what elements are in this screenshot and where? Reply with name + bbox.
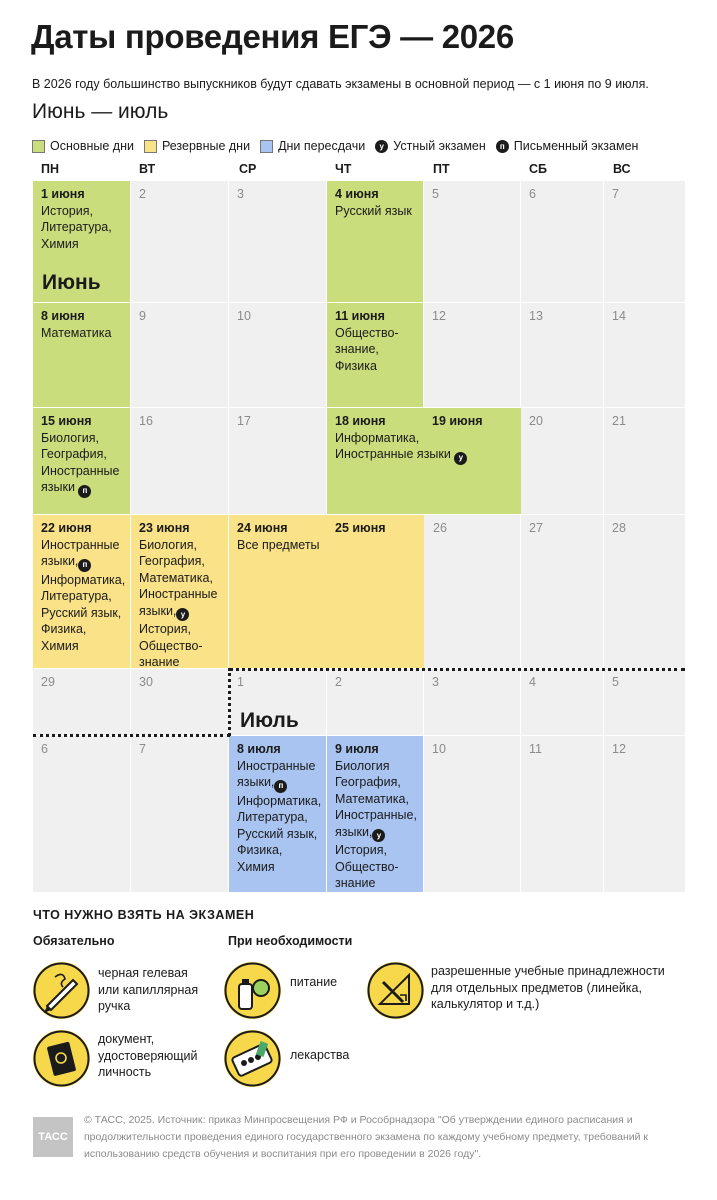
- day-number: 7: [612, 187, 619, 201]
- written-icon: п: [78, 485, 91, 498]
- subjects-text: Информатика, Литература, Русский язык, Физика, Химия: [41, 572, 126, 653]
- day-number: 10: [237, 309, 251, 323]
- legend-retake: [260, 139, 365, 153]
- month-boundary: [229, 668, 685, 671]
- subjects-text: Иностранные: [237, 758, 316, 773]
- day-number: 28: [612, 521, 626, 535]
- retake-swatch: [260, 140, 273, 153]
- day-jul-10: [424, 736, 520, 892]
- day-number: 3: [237, 187, 244, 201]
- page-title: Даты проведения ЕГЭ — 2026: [31, 18, 514, 55]
- day-number: 7: [139, 742, 146, 756]
- day-jun-30: [131, 669, 228, 735]
- day-jun-15: [33, 408, 130, 514]
- day-number: 12: [612, 742, 626, 756]
- day-jul-6: [33, 736, 130, 892]
- subjects-text: языки,: [139, 603, 177, 618]
- day-jun-16: [131, 408, 228, 514]
- written-icon: п: [274, 780, 287, 793]
- ruler-icon: [367, 962, 424, 1019]
- food-text: питание: [290, 975, 338, 989]
- exam-date: 23 июня: [139, 521, 190, 535]
- exam-date: 1 июня: [41, 187, 85, 201]
- legend-reserve-label: Резервные дни: [161, 139, 251, 153]
- day-number: 29: [41, 675, 55, 689]
- day-jun-7: [604, 181, 685, 302]
- subjects-text: Информатика, Иностранные языки: [335, 430, 451, 461]
- day-number: 5: [432, 187, 439, 201]
- passport-icon: [33, 1030, 90, 1087]
- subjects-line: [335, 824, 415, 843]
- subjects-line: [41, 553, 122, 572]
- day-number: 20: [529, 414, 543, 428]
- oral-icon: у: [454, 452, 467, 465]
- subjects-text: языки,: [237, 775, 275, 789]
- day-jun-17: [229, 408, 326, 514]
- day-jun-2: [131, 181, 228, 302]
- day-number: 21: [612, 414, 626, 428]
- exam-date: 9 июля: [335, 742, 379, 756]
- day-jun-29: [33, 669, 130, 735]
- weekday-tue: ВТ: [139, 162, 156, 176]
- exam-date: 19 июня: [432, 414, 483, 428]
- day-number: 2: [139, 187, 146, 201]
- main-swatch: [32, 140, 45, 153]
- day-jun-10: [229, 303, 326, 407]
- medicine-text: лекарства: [290, 1048, 350, 1062]
- weekday-wed: СР: [239, 162, 257, 176]
- day-jun-3: [229, 181, 326, 302]
- written-icon: п: [496, 140, 509, 153]
- day-jul-4: [521, 669, 603, 735]
- day-number: 27: [529, 521, 543, 535]
- day-jul-3: [424, 669, 520, 735]
- day-jul-9: [327, 736, 423, 892]
- legend: [32, 137, 638, 155]
- oral-icon: у: [372, 829, 385, 842]
- day-jul-11: [521, 736, 603, 892]
- day-jun-18-19: [327, 408, 521, 514]
- day-number: 17: [237, 414, 251, 428]
- period-heading: Июнь — июль: [32, 100, 169, 123]
- day-jun-24-25: [229, 515, 424, 668]
- exam-subjects: История, Литература, Химия: [41, 203, 112, 251]
- exam-date: 4 июня: [335, 187, 379, 201]
- day-jul-2: [327, 669, 423, 735]
- day-number: 9: [139, 309, 146, 323]
- day-number: 14: [612, 309, 626, 323]
- intro-text: В 2026 году большинство выпускников будут сдавать экзамены в основной период — с 1 июня по 9 июля.: [32, 77, 649, 91]
- legend-main-label: Основные дни: [50, 139, 134, 153]
- subjects-line: [237, 774, 318, 793]
- day-number: 30: [139, 675, 153, 689]
- exam-date: 15 июня: [41, 414, 92, 428]
- day-number: 3: [432, 675, 439, 689]
- exam-subjects: Общество- знание, Физика: [335, 325, 399, 373]
- exam-subjects: [41, 430, 122, 498]
- subjects-text: языки,: [335, 824, 373, 839]
- day-jun-23: [131, 515, 228, 668]
- day-number: 6: [529, 187, 536, 201]
- subjects-text: Иностранные: [41, 537, 120, 552]
- day-jun-28: [604, 515, 685, 668]
- subjects-line: [139, 603, 220, 622]
- day-jun-4: [327, 181, 423, 302]
- exam-subjects: Математика: [41, 325, 112, 340]
- legend-oral: [375, 139, 486, 153]
- exam-date: 8 июля: [237, 742, 281, 756]
- oral-icon: у: [176, 608, 189, 621]
- pills-icon: [224, 1030, 281, 1087]
- day-number: 10: [432, 742, 446, 756]
- day-number: 5: [612, 675, 619, 689]
- exam-subjects: Русский язык: [335, 203, 412, 218]
- month-label-july: Июль: [240, 709, 299, 732]
- subjects-text: Информатика, Литература, Русский язык, Физика, Химия: [237, 793, 322, 874]
- bring-heading: ЧТО НУЖНО ВЗЯТЬ НА ЭКЗАМЕН: [33, 908, 255, 922]
- subjects-text: языки,: [41, 554, 79, 568]
- exam-date: 25 июня: [335, 521, 386, 535]
- food-icon: [224, 962, 281, 1019]
- day-jun-20: [521, 408, 603, 514]
- month-label-june: Июнь: [42, 271, 101, 294]
- reserve-swatch: [144, 140, 157, 153]
- day-jun-26: [425, 515, 520, 668]
- day-jun-22: [33, 515, 130, 668]
- exam-date: 11 июня: [335, 309, 385, 323]
- day-number: 11: [529, 742, 542, 756]
- oral-icon: у: [375, 140, 388, 153]
- exam-date: 22 июня: [41, 521, 92, 535]
- day-jul-7: [131, 736, 228, 892]
- tass-logo: ТАСС: [33, 1117, 73, 1157]
- legend-written: [496, 139, 639, 153]
- day-number: 16: [139, 414, 153, 428]
- legend-written-label: Письменный экзамен: [513, 139, 639, 153]
- subjects-text: Биология, География, Математика, Иностранные: [139, 537, 218, 601]
- source-note: © ТАСС, 2025. Источник: приказ Минпросвещения РФ и Рособрнадзора "Об утверждении единого расписания и продолжительности проведения единого государственного экзамена по каждому учебному предмету, требований к использованию средств обучения и воспитания при его проведении в 2026 году".: [84, 1114, 648, 1160]
- day-number: 13: [529, 309, 543, 323]
- legend-reserve: [144, 139, 250, 153]
- weekday-sun: ВС: [613, 162, 631, 176]
- exam-date: 24 июня: [237, 521, 288, 535]
- legend-oral-label: Устный экзамен: [393, 139, 486, 153]
- document-text: документ, удостоверяющий личность: [98, 1032, 198, 1079]
- day-jun-6: [521, 181, 603, 302]
- month-boundary: [33, 734, 230, 737]
- required-heading: Обязательно: [33, 934, 115, 948]
- day-number: 26: [433, 521, 447, 535]
- subjects-text: История, Общество- знание: [139, 622, 203, 670]
- day-jul-8: [229, 736, 326, 892]
- day-number: 1: [237, 675, 244, 689]
- weekday-sat: СБ: [529, 162, 548, 176]
- day-jun-14: [604, 303, 685, 407]
- day-jun-13: [521, 303, 603, 407]
- day-jul-5: [604, 669, 685, 735]
- pen-text: черная гелевая или капиллярная ручка: [98, 966, 199, 1013]
- day-jun-21: [604, 408, 685, 514]
- subjects-text: История, Общество- знание: [335, 843, 399, 891]
- day-number: 6: [41, 742, 48, 756]
- day-jun-27: [521, 515, 603, 668]
- day-number: 12: [432, 309, 446, 323]
- day-jun-12: [424, 303, 520, 407]
- subjects-text: Биология География, Математика, Иностранные,: [335, 758, 417, 822]
- day-jun-8: [33, 303, 130, 407]
- day-jun-5: [424, 181, 520, 302]
- day-number: 4: [529, 675, 536, 689]
- optional-heading: При необходимости: [228, 934, 353, 948]
- calendar-grid: [33, 181, 685, 892]
- weekday-fri: ПТ: [433, 162, 450, 176]
- subjects-text: Биология, География, Иностранные языки: [41, 430, 120, 494]
- day-jun-9: [131, 303, 228, 407]
- weekday-thu: ЧТ: [335, 162, 352, 176]
- legend-main: [32, 139, 134, 153]
- day-number: 2: [335, 675, 342, 689]
- pen-icon: [33, 962, 90, 1019]
- day-jun-11: [327, 303, 423, 407]
- exam-subjects: [335, 430, 513, 465]
- legend-retake-label: Дни пересдачи: [278, 139, 366, 153]
- exam-subjects: Все предметы: [237, 537, 320, 552]
- exam-date: 8 июня: [41, 309, 85, 323]
- written-icon: п: [78, 559, 91, 572]
- month-boundary: [228, 668, 231, 736]
- weekday-mon: ПН: [41, 162, 60, 176]
- exam-date: 18 июня: [335, 414, 386, 428]
- day-jul-12: [604, 736, 685, 892]
- tools-text: разрешенные учебные принадлежности для отдельных предметов (линейка, калькулятор и т.д.): [431, 964, 665, 1011]
